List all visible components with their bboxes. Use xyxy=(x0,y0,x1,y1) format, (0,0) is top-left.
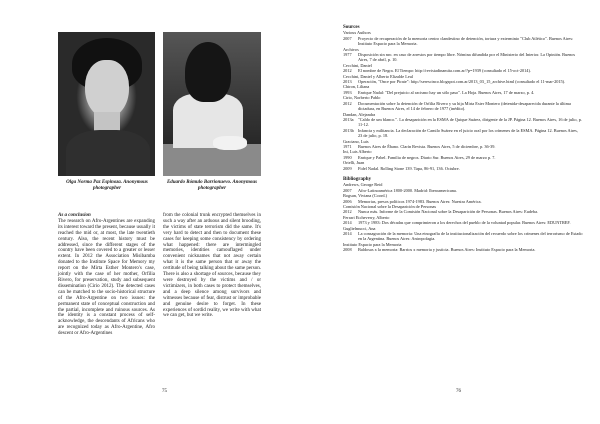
reference-author: Comisión Nacional sobre la Desaparición de Personas xyxy=(343,204,437,209)
sources-list xyxy=(343,30,583,171)
reference-year: 2012 xyxy=(343,209,352,215)
reference-text: Baldosas x la memoria: Barrios x memoria y justicia. Buenos Aires: Instituto Espacio para la Memoria. xyxy=(358,247,536,253)
reference-entry xyxy=(343,36,583,47)
reference-entry xyxy=(343,101,583,112)
reference-author: Ini, Luis Alberto xyxy=(343,149,372,155)
reference-author: Ferrari Etcheverry, Alberto xyxy=(343,214,390,220)
reference-year: 2008 xyxy=(343,247,352,253)
photo-caption-left: Olga Norma Paz Espinoza. Anonymous photographer xyxy=(66,180,148,191)
reference-text: Nunca más. Informe de la Comisión Nacional sobre la Desaparición de Personas. Buenos Aires: Eudeba. xyxy=(358,209,539,215)
reference-year: 1993 xyxy=(343,89,352,95)
reference-author: Instituto Espacio para la Memoria xyxy=(343,241,402,247)
reference-entry xyxy=(343,68,583,73)
reference-text: "Caldo de um blanco.". La desaparición en la ESMA de Quique Suárez, dirigente de la JP. Página 12. Buenos Aires, 16 de julio, p. 11-12. xyxy=(358,116,582,128)
reference-author: Chiron, Liliana xyxy=(343,84,370,90)
reference-year: 2012 xyxy=(343,68,352,74)
reference-author: Bogsan, Viviana (Coord.) xyxy=(343,193,388,199)
reference-text: Operación, "Once por Pirate": http://serescinco.blogspot.com.ar/2013_03_15_archive.html (consultado el 11-mar-2015). xyxy=(358,79,566,85)
reference-entry xyxy=(343,117,583,128)
bibliography-list xyxy=(343,182,583,252)
reference-year: 2014 xyxy=(343,220,352,226)
reference-author: Guglielmucci, Ana xyxy=(343,225,376,231)
reference-author: Various Authors xyxy=(343,30,371,36)
reference-year: 2009 xyxy=(343,165,352,171)
reference-text: Afro-Latinoamérica 1800-2000. Madrid: Iberoamericana. xyxy=(358,187,457,193)
reference-entry xyxy=(343,247,583,252)
reference-author: Andrews, George Reid xyxy=(343,182,383,188)
reference-text: Proyecto de recuperación de la memoria centro clandestino de detención, tortura y exterminio "Club Atlético". Buenos Aires: Instituto Espacio para la Memoria. xyxy=(358,35,574,47)
references-section xyxy=(343,25,583,253)
reference-entry xyxy=(343,79,583,84)
reference-entry xyxy=(343,144,583,149)
reference-author: Cecchini, Daniel xyxy=(343,62,372,68)
reference-author: Dandan, Alejandra xyxy=(343,111,376,117)
reference-entry xyxy=(343,220,583,225)
reference-author: Cecchini, Daniel y Alberto Elizalde Leal xyxy=(343,73,413,79)
portrait-photo-man xyxy=(163,32,261,176)
portrait-photo-woman xyxy=(58,32,155,176)
paragraph: from the colonial trunk encrypted themselves in such a way after an arduous and silent brooding, the victims of state terrorism did the same. It's very hard to detect and then to document these cases for keeping some consistency by ordering what happened: there are intermingled memories, identities camouflaged under convenient nicknames that not away certain what it is the same person that or away the certitude of being talking about the same person. There is also a shortage of sources, because they were destroyed by the victims and / or victimizers, in both cases to protect themselves, and a deep silence among survivors and witnesses because of fear, distrust or improbable and genuine desire to forget. In these experiences of sordid reality, we write with what we can get, but we write. xyxy=(163,213,261,319)
page-number: 76 xyxy=(456,389,461,394)
reference-year: 2007 xyxy=(343,35,352,41)
reference-year: 2007 xyxy=(343,187,352,193)
reference-text: Enrique y Pabel. Familia de negros. Diario Sur. Buenos Aires, 29 de marzo p. 7. xyxy=(358,154,496,160)
reference-year: 1977 xyxy=(343,52,352,58)
paragraph: The research on Afro-Argentines are expanding its interest toward the present, because usually it reached the mid or, at most, the late twentieth century. Also, the recent history must be addressed, since the different stages of the country have been covered to a greater or lesser extent. In 2012 the Association Misibamba donated to the Institute Space for Memory my report on the Mirta Esther Montero's case, jointly with the case of her mother, Orfilia Rivero, for preservation, study and subsequent dissemination (Cirio 2012). The detected cases can be matched to the socio-historical structure of the Afro-Argentine on two issues: the permanent state of conceptual construction and the partial, incomplete and ruinous sources. As the identity is a constant process of self-acknowledge, the descendants of Africans who are recognized today as Afro-Argentine, Afro descent or Afro-Argentines xyxy=(58,218,155,337)
reference-year: 1971 xyxy=(343,143,352,149)
bibliography-heading: Bibliography xyxy=(343,176,372,182)
reference-text: Memorias, presos políticos 1974-1983. Buenos Aires: Nuestra América. xyxy=(358,198,482,204)
text-column-right xyxy=(163,213,261,319)
reference-entry xyxy=(343,166,583,171)
text-column-left xyxy=(58,213,155,337)
reference-year: 2012 xyxy=(343,100,352,106)
reference-entry xyxy=(343,155,583,160)
reference-text: Enrique Nadal: "Del prejuicio al racismo hay un sólo paso". La Hoja. Buenos Aires, 17 de marzo, p. 4. xyxy=(358,89,535,95)
reference-year: 2013a xyxy=(343,116,354,122)
reference-author: Graciano, Luis xyxy=(343,138,369,144)
reference-text: Disposición sin nro. en caso de arrestos por tiempo libre. Nómina difundida por el Ministerio del Interior. La Opinión. Buenos Aires, 7 de abril, p. 10. xyxy=(358,52,576,63)
reference-text: Fidel Nadal. Rolling Stone 139. Tapa, 86-91, 136. Octubre. xyxy=(358,165,460,171)
reference-year: 2006 xyxy=(343,198,352,204)
conclusion-heading: As a conclusion xyxy=(58,213,91,218)
reference-author: Cirio, Norberto Pablo xyxy=(343,95,381,101)
reference-year: 1990 xyxy=(343,154,352,160)
reference-text: 1973 y 1983: Dos décadas que comprimieron a los derechos del pueblo de la voluntad popular. Buenos Aires: EDUNTREF. xyxy=(358,220,571,226)
photo-caption-right: Eduardo Rómulo Barrionuevo. Anonymous photographer xyxy=(166,180,258,191)
reference-entry xyxy=(343,231,583,242)
reference-year: 2013 xyxy=(343,79,352,85)
reference-text: La consagración de la memoria: Una etnografía de la institucionalización del recuerdo sobre los crímenes del terrorismo de Estado en la Argentina. Buenos Aires: Antropofagia. xyxy=(358,231,583,242)
reference-year: 2014 xyxy=(343,231,352,237)
reference-text: Documentación sobre la detención de Orfilia Rivero y su hija Mirta Ester Montero (detenida-desaparecida durante la última dictadura, en Buenos Aires, el 14 de febrero de 1977 (inédito). xyxy=(358,100,571,112)
sources-heading: Sources xyxy=(343,25,360,30)
reference-author: Ortelli, Juan xyxy=(343,160,365,166)
reference-text: Buenos Aires de Ébano. Clarín Revista. Buenos Aires, 5 de diciembre, p. 36-39. xyxy=(358,143,496,149)
reference-text: Infancia y militancia. La declaración de Camilo Suárez en el juicio oral por los crímenes de la ESMA. Página 12. Buenos Aires, 23 de julio, p. 18. xyxy=(358,127,578,139)
reference-year: 2013b xyxy=(343,127,354,133)
page-number: 75 xyxy=(162,389,167,394)
reference-entry xyxy=(343,52,583,63)
reference-author: Archivos xyxy=(343,46,359,52)
reference-text: El nombre de Negra. El Tiempo: http://revistadinamita.com.ar/?p=1939 (consultado el 15-oct-2014). xyxy=(358,68,531,74)
reference-entry xyxy=(343,128,583,139)
